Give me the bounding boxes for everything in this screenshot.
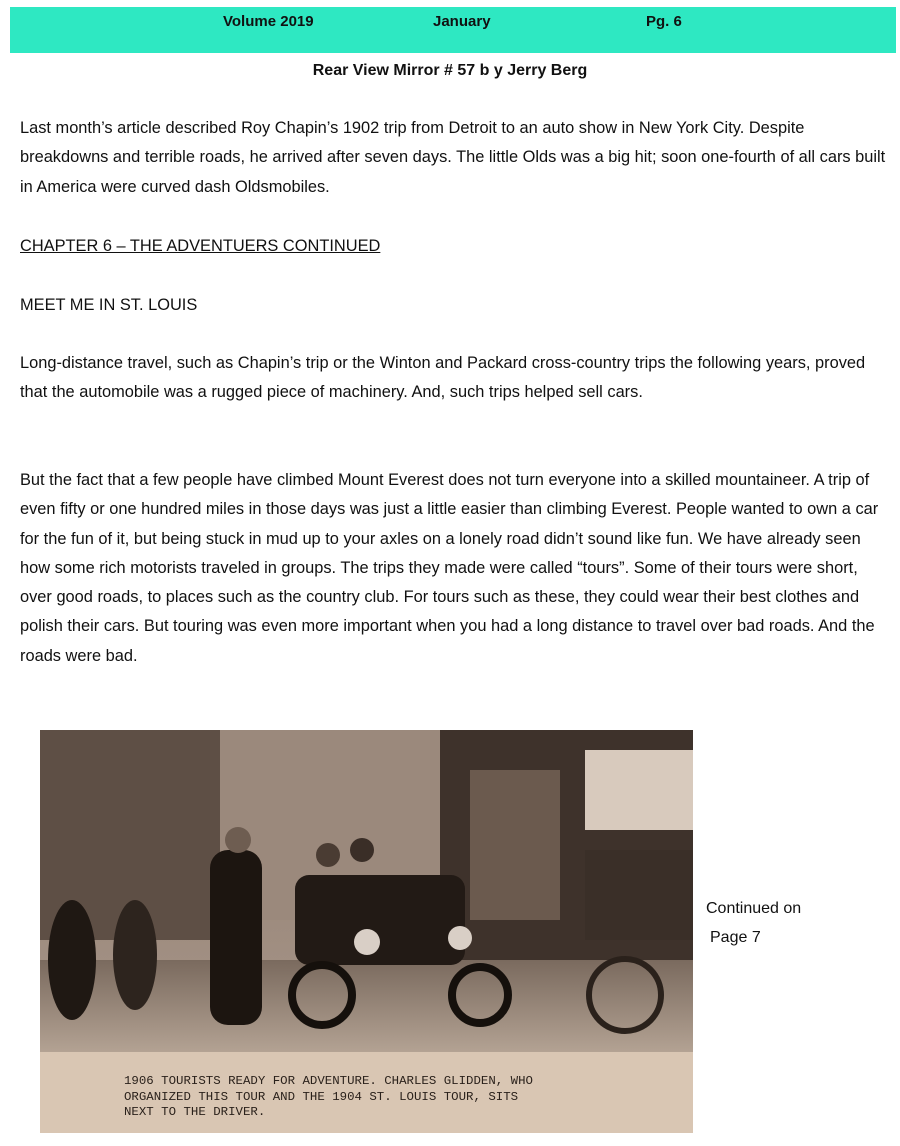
- paragraph-2: But the fact that a few people have climbed Mount Everest does not turn everyone into a skilled mountaineer. A trip of even fifty or one hundred miles in those days was just a little easier than climbing Everest. People wanted to own a car for the fun of it, but being stuck in mud up to your axles on a lonely road didn’t sound like fun. We have already seen how some rich motorists traveled in groups. The trips they made were called “tours”. Some of their tours were short, over good roads, to places such as the country club. For tours such as these, they could wear their best clothes and polish their cars. But touring was even more important when you had a long distance to travel over bad roads. And the roads were bad.: [20, 471, 879, 665]
- section-heading: MEET ME IN ST. LOUIS: [20, 296, 198, 314]
- article-title: Rear View Mirror # 57 b y Jerry Berg: [312, 62, 588, 79]
- photo-caption: 1906 TOURISTS READY FOR ADVENTURE. CHARLES GLIDDEN, WHO ORGANIZED THIS TOUR AND THE 1904 ST. LOUIS TOUR, SITS NEXT TO THE DRIVER.: [124, 1074, 533, 1119]
- chapter-heading: CHAPTER 6 – THE ADVENTUERS CONTINUED: [20, 237, 381, 255]
- paragraph-1: Long-distance travel, such as Chapin’s trip or the Winton and Packard cross-country trips the following years, proved that the automobile was a rugged piece of machinery. And, such trips helped sell cars.: [20, 354, 866, 402]
- page-number: Pg. 6: [646, 13, 682, 30]
- tour-photo-image: [40, 730, 693, 1133]
- intro-paragraph: Last month’s article described Roy Chapin’s 1902 trip from Detroit to an auto show in New York City. Despite breakdowns and terrible roads, he arrived after seven days. The little Olds was a big hit; soon one-fourth of all cars built in America were curved dash Oldsmobiles.: [20, 119, 886, 196]
- tour-photo: [40, 730, 693, 1133]
- continued-on-label: Continued on: [706, 900, 802, 917]
- continued-page-label: Page 7: [710, 929, 761, 946]
- month-label: January: [433, 13, 491, 30]
- volume-label: Volume 2019: [223, 13, 314, 30]
